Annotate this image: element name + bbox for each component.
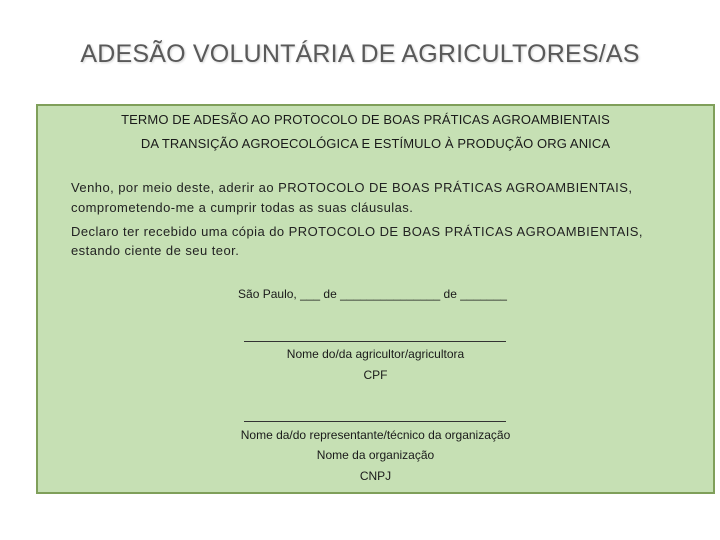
representative-signature-line xyxy=(244,421,506,422)
farmer-signature-line xyxy=(244,341,506,342)
adhesion-form xyxy=(36,104,715,494)
paragraph-line-4: estando ciente de seu teor. xyxy=(71,243,240,258)
organization-name-label: Nome da organização xyxy=(316,448,435,462)
page-title: ADESÃO VOLUNTÁRIA DE AGRICULTORES/AS xyxy=(80,40,640,68)
form-heading-line-1: TERMO DE ADESÃO AO PROTOCOLO DE BOAS PRÁTICAS AGROAMBIENTAIS xyxy=(121,112,610,127)
date-line: São Paulo, ___ de _______________ de _______ xyxy=(238,287,507,301)
farmer-cpf-label: CPF xyxy=(363,368,388,382)
organization-cnpj-label: CNPJ xyxy=(359,469,392,483)
paragraph-line-3: Declaro ter recebido uma cópia do PROTOCOLO DE BOAS PRÁTICAS AGROAMBIENTAIS, xyxy=(71,224,643,239)
paragraph-line-2: comprometendo-me a cumprir todas as suas cláusulas. xyxy=(71,200,414,215)
representative-name-label: Nome da/do representante/técnico da organização xyxy=(240,428,511,442)
paragraph-line-1: Venho, por meio deste, aderir ao PROTOCOLO DE BOAS PRÁTICAS AGROAMBIENTAIS, xyxy=(71,180,633,195)
farmer-name-label: Nome do/da agricultor/agricultora xyxy=(286,347,465,361)
form-heading-line-2: DA TRANSIÇÃO AGROECOLÓGICA E ESTÍMULO À PRODUÇÃO ORG ANICA xyxy=(140,136,611,151)
